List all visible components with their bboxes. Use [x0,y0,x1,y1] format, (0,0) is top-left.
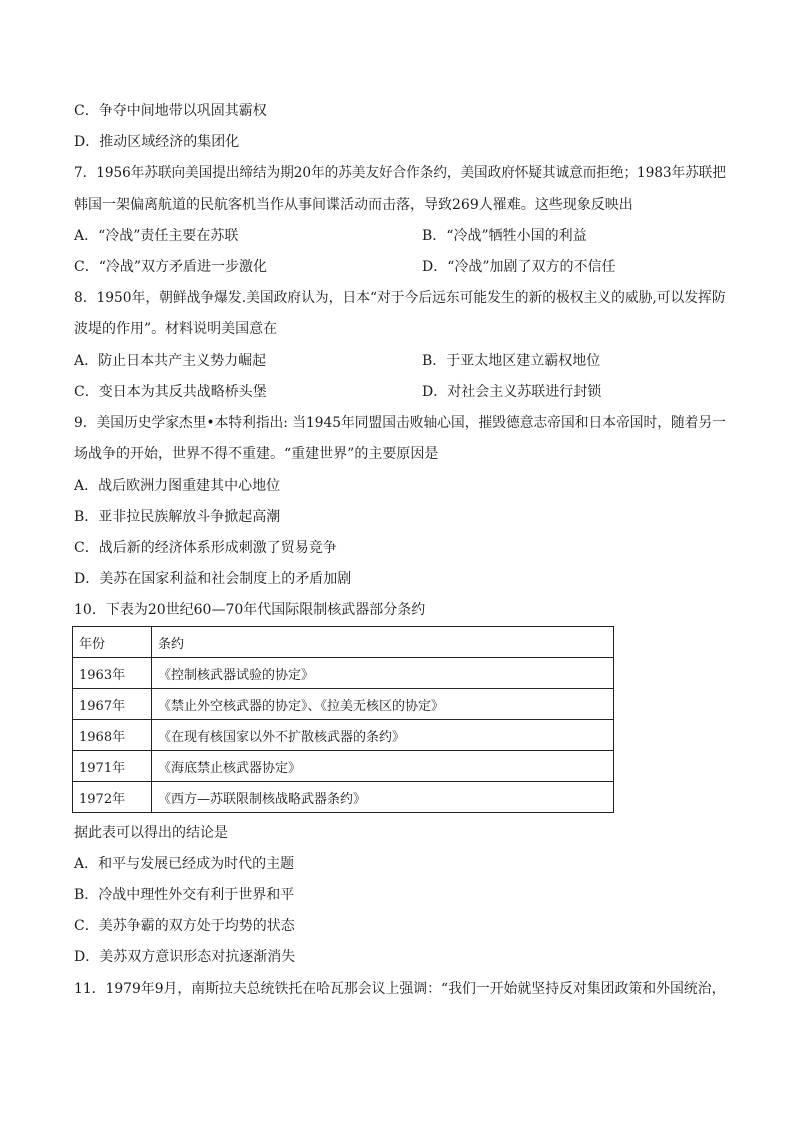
q7-stem-line2: 韩国一架偏离航道的民航客机当作从事间谍活动而击落，导致269人罹难。这些现象反映出 [74,197,633,213]
table-row [73,782,614,813]
q8-option-a: A．防止日本共产主义势力崛起 [74,353,267,369]
table-cell-year: 1972年 [73,782,152,813]
table-row [73,720,614,751]
q9-option-c: C．战后新的经济体系形成刺激了贸易竞争 [74,540,337,556]
q10-conclusion-prompt: 据此表可以得出的结论是 [74,825,228,841]
table-cell-year: 1968年 [73,720,152,751]
q7-options-ab [74,227,587,245]
q7-options-cd [74,258,616,276]
table-header-cell: 年份 [73,627,152,658]
q9-option-b: B．亚非拉民族解放斗争掀起高潮 [74,509,281,525]
q7-option-b: B．“冷战”牺牲小国的利益 [422,228,587,244]
q10-option-c: C．美苏争霸的双方处于均势的状态 [74,918,295,934]
q7-option-d: D．“冷战”加剧了双方的不信任 [422,259,616,275]
q10-option-a: A．和平与发展已经成为时代的主题 [74,856,295,872]
q10-option-b: B．冷战中理性外交有利于世界和平 [74,887,295,903]
table-cell-year: 1971年 [73,751,152,782]
treaty-table [72,626,614,813]
table-row [73,658,614,689]
table-header-cell: 条约 [152,627,614,658]
q6-option-c: C．争夺中间地带以巩固其霸权 [74,103,267,119]
q8-option-c: C．变日本为其反共战略桥头堡 [74,384,267,400]
table-cell-year: 1963年 [73,658,152,689]
table-cell-treaty: 《控制核武器试验的协定》 [152,658,614,689]
table-header-row [73,627,614,658]
q10-option-d: D．美苏双方意识形态对抗逐渐消失 [74,949,296,965]
q9-option-d: D．美苏在国家利益和社会制度上的矛盾加剧 [74,571,352,587]
q6-option-d: D．推动区域经济的集团化 [74,134,240,150]
q9-stem-line1: 9．美国历史学家杰里•本特利指出: 当1945年同盟国击败轴心国，摧毁德意志帝国和日本帝国时，随着另一 [74,415,726,431]
q7-option-a: A．“冷战”责任主要在苏联 [74,228,239,244]
q9-option-a: A．战后欧洲力图重建其中心地位 [74,478,281,494]
table-row [73,689,614,720]
q10-stem-line1: 10．下表为20世纪60—70年代国际限制核武器部分条约 [74,602,426,618]
q8-option-d: D．对社会主义苏联进行封锁 [422,384,602,400]
table-cell-treaty: 《西方—苏联限制核战略武器条约》 [152,782,614,813]
table-cell-treaty: 《海底禁止核武器协定》 [152,751,614,782]
table-cell-year: 1967年 [73,689,152,720]
q9-stem-line2: 场战争的开始，世界不得不重建。“重建世界”的主要原因是 [74,446,439,462]
table-cell-treaty: 《禁止外空核武器的协定》、《拉美无核区的协定》 [152,689,614,720]
q8-stem-line1: 8．1950年，朝鲜战争爆发.美国政府认为，日本“对于今后远东可能发生的新的极权主义的威胁,可以发挥防 [74,290,726,306]
q7-option-c: C．“冷战”双方矛盾进一步激化 [74,259,268,275]
q8-options-ab [74,352,601,370]
q11-stem-line1: 11．1979年9月，南斯拉夫总统铁托在哈瓦那会议上强调：“我们一开始就坚持反对集团政策和外国统治， [74,981,726,997]
q8-options-cd [74,383,602,401]
table-row [73,751,614,782]
q7-stem-line1: 7．1956年苏联向美国提出缔结为期20年的苏美友好合作条约，美国政府怀疑其诚意而拒绝；1983年苏联把 [74,165,726,181]
q8-stem-line2: 波堤的作用”。材料说明美国意在 [74,321,278,337]
table-cell-treaty: 《在现有核国家以外不扩散核武器的条约》 [152,720,614,751]
q8-option-b: B．于亚太地区建立霸权地位 [422,353,601,369]
